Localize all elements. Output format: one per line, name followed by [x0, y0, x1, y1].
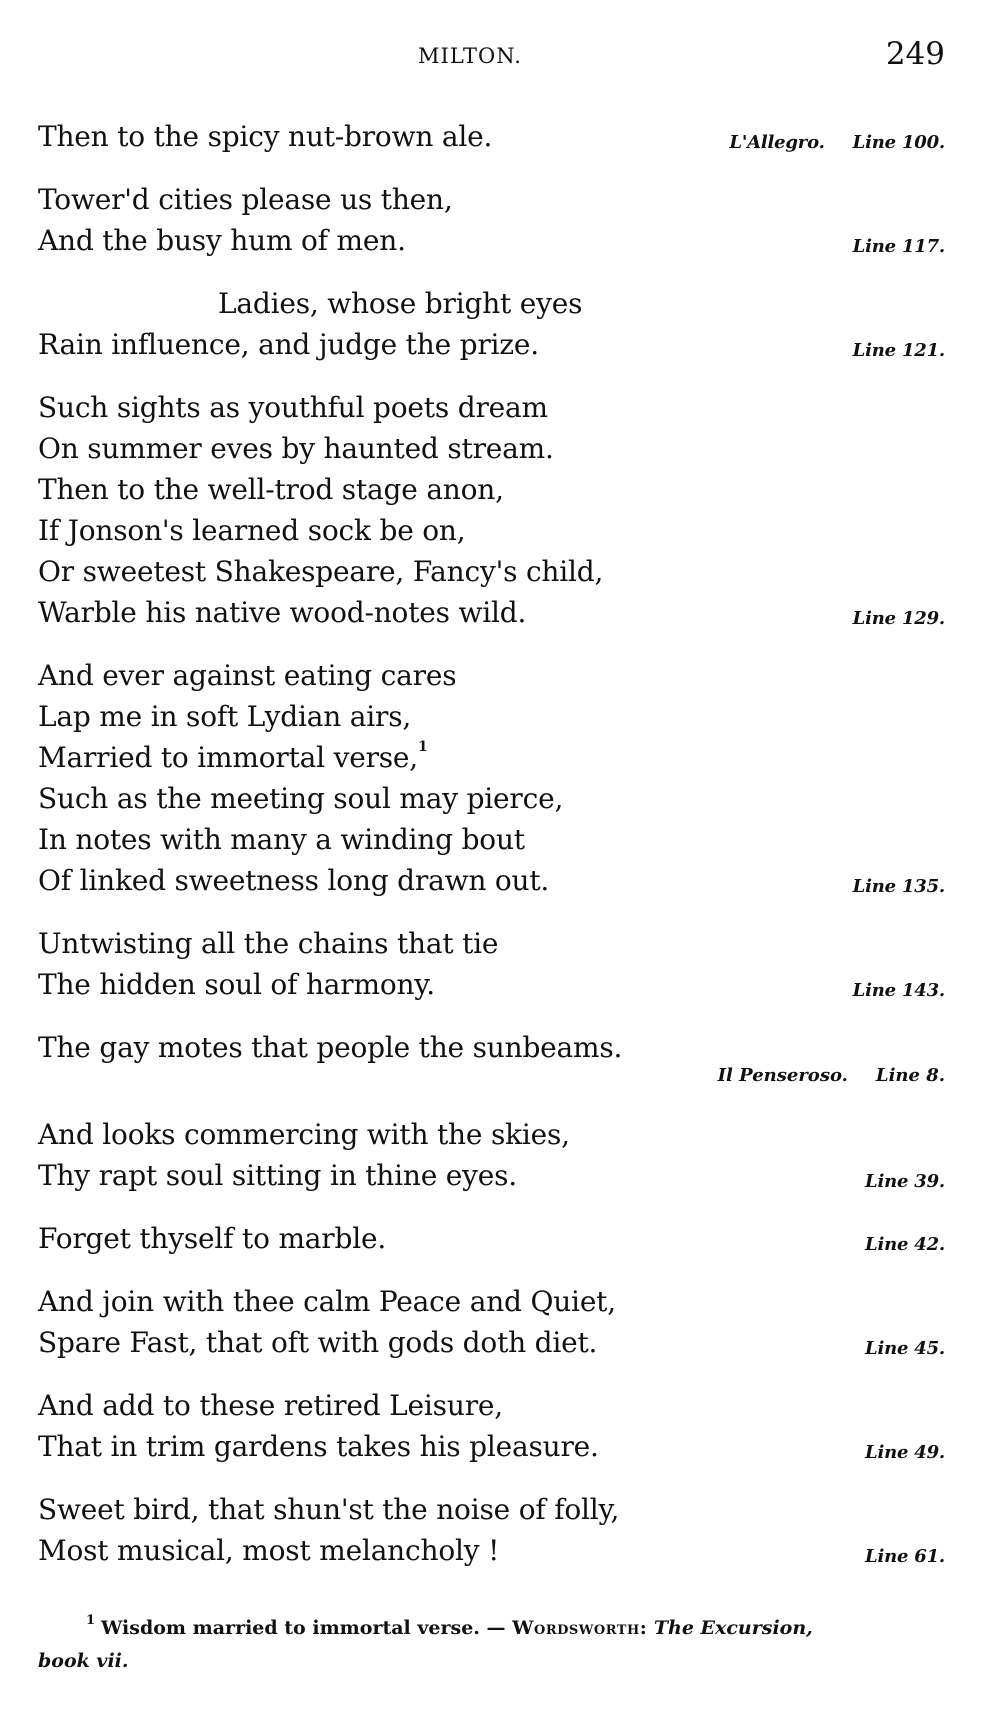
- page-number: 249: [885, 36, 945, 72]
- verse-text: Ladies, whose bright eyes: [218, 287, 583, 320]
- verse-text: And ever against eating cares: [38, 659, 457, 692]
- verse-line: [38, 551, 945, 592]
- quotation: [38, 1281, 945, 1363]
- verse-text: Or sweetest Shakespeare, Fancy's child,: [38, 555, 604, 588]
- verse-text: Spare Fast, that oft with gods doth diet.: [38, 1326, 598, 1359]
- verse-line: [38, 655, 945, 696]
- verse-line: [38, 220, 945, 261]
- verse-line: [38, 1155, 945, 1196]
- quotation: [38, 1489, 945, 1571]
- footnote-text: Wisdom married to immortal verse. —: [101, 1617, 513, 1639]
- verse-line: [38, 819, 945, 860]
- line-number: Line 49.: [864, 1442, 945, 1463]
- line-number: Line 129.: [852, 608, 945, 629]
- verse-text: Married to immortal verse,: [38, 741, 419, 774]
- verse-text: That in trim gardens takes his pleasure.: [38, 1430, 599, 1463]
- verse-line: [38, 179, 945, 220]
- verse-text: On summer eves by haunted stream.: [38, 432, 554, 465]
- verse-text: Lap me in soft Lydian airs,: [38, 700, 412, 733]
- line-reference: [853, 981, 945, 1001]
- footnote-location: book vii.: [38, 1650, 129, 1672]
- quotation: [38, 1114, 945, 1196]
- quotation: [38, 655, 945, 901]
- quotation: [38, 387, 945, 633]
- line-number: Line 8.: [875, 1065, 945, 1086]
- verse-line: [38, 428, 945, 469]
- quotation: [38, 1218, 945, 1259]
- verse-text: And add to these retired Leisure,: [38, 1389, 503, 1422]
- line-reference: [865, 1443, 945, 1463]
- footnote-line: [38, 1612, 945, 1645]
- quotation: [38, 116, 945, 157]
- line-number: Line 45.: [864, 1338, 945, 1359]
- verse-line: [38, 387, 945, 428]
- verse-line: [38, 1114, 945, 1155]
- line-number: Line 39.: [864, 1171, 945, 1192]
- verse-text: Of linked sweetness long drawn out.: [38, 864, 550, 897]
- verse-text: The gay motes that people the sunbeams.: [38, 1031, 623, 1064]
- quotation: [38, 283, 945, 365]
- verse-line: [38, 1281, 945, 1322]
- line-reference: [718, 1066, 945, 1086]
- line-number: Line 61.: [864, 1546, 945, 1567]
- verse-text: Tower'd cities please us then,: [38, 183, 453, 216]
- verse-line: [38, 283, 945, 324]
- footnote-work: The Excursion,: [653, 1617, 813, 1639]
- verse-line: [38, 1385, 945, 1426]
- verse-text: Untwisting all the chains that tie: [38, 927, 499, 960]
- verse-text: And join with thee calm Peace and Quiet,: [38, 1285, 616, 1318]
- verse-text: Such sights as youthful poets dream: [38, 391, 548, 424]
- verse-line: [38, 116, 945, 157]
- line-reference: [729, 133, 945, 153]
- line-reference: [865, 1235, 945, 1255]
- footnote: [38, 1612, 945, 1678]
- line-reference: [865, 1339, 945, 1359]
- verse-line: [38, 860, 945, 901]
- verse-line: [38, 923, 945, 964]
- line-reference: [853, 877, 945, 897]
- verse-text: Then to the well-trod stage anon,: [38, 473, 504, 506]
- footnote-marker: 1: [418, 739, 428, 755]
- verse-line: [38, 1426, 945, 1467]
- verse-line: [38, 1322, 945, 1363]
- verse-line: [38, 510, 945, 551]
- verse-text: In notes with many a winding bout: [38, 823, 525, 856]
- verse-text: And looks commercing with the skies,: [38, 1118, 570, 1151]
- line-reference: [853, 237, 945, 257]
- quotation: [38, 1385, 945, 1467]
- line-number: Line 143.: [852, 980, 945, 1001]
- verse-text: Then to the spicy nut-brown ale.: [38, 120, 493, 153]
- line-number: Line 100.: [852, 132, 945, 153]
- verse-line: [38, 592, 945, 633]
- verse-line: [38, 1489, 945, 1530]
- verse-line: [38, 696, 945, 737]
- verse-line: [38, 737, 945, 778]
- verse-line: [38, 1530, 945, 1571]
- verse-line: [38, 1218, 945, 1259]
- line-reference: [853, 609, 945, 629]
- line-reference: [865, 1547, 945, 1567]
- verse-text: Warble his native wood-notes wild.: [38, 596, 527, 629]
- verse-line: [38, 964, 945, 1005]
- verse-text: Forget thyself to marble.: [38, 1222, 387, 1255]
- verse-line: [38, 324, 945, 365]
- footnote-marker: 1: [86, 1613, 96, 1628]
- work-title: Il Penseroso.: [717, 1065, 848, 1086]
- running-head: [0, 36, 1000, 76]
- quotation: [38, 923, 945, 1005]
- line-number: Line 42.: [864, 1234, 945, 1255]
- line-number: Line 121.: [852, 340, 945, 361]
- footnote-author: Wordsworth:: [512, 1617, 648, 1639]
- running-head-title: MILTON.: [418, 44, 522, 68]
- verse-text: Such as the meeting soul may pierce,: [38, 782, 564, 815]
- reference-line: [38, 1062, 945, 1092]
- quotation: [38, 1027, 945, 1092]
- work-title: L'Allegro.: [729, 132, 825, 153]
- line-reference: [853, 341, 945, 361]
- verse-text: The hidden soul of harmony.: [38, 968, 435, 1001]
- line-number: Line 135.: [852, 876, 945, 897]
- verse-line: [38, 469, 945, 510]
- line-number: Line 117.: [852, 236, 945, 257]
- quotation-list: [38, 116, 945, 1593]
- verse-text: Most musical, most melancholy !: [38, 1534, 500, 1567]
- quotation: [38, 179, 945, 261]
- verse-text: Sweet bird, that shun'st the noise of folly,: [38, 1493, 620, 1526]
- verse-text: Rain influence, and judge the prize.: [38, 328, 539, 361]
- verse-text: Thy rapt soul sitting in thine eyes.: [38, 1159, 517, 1192]
- verse-line: [38, 778, 945, 819]
- line-reference: [865, 1172, 945, 1192]
- verse-text: If Jonson's learned sock be on,: [38, 514, 466, 547]
- verse-text: And the busy hum of men.: [38, 224, 406, 257]
